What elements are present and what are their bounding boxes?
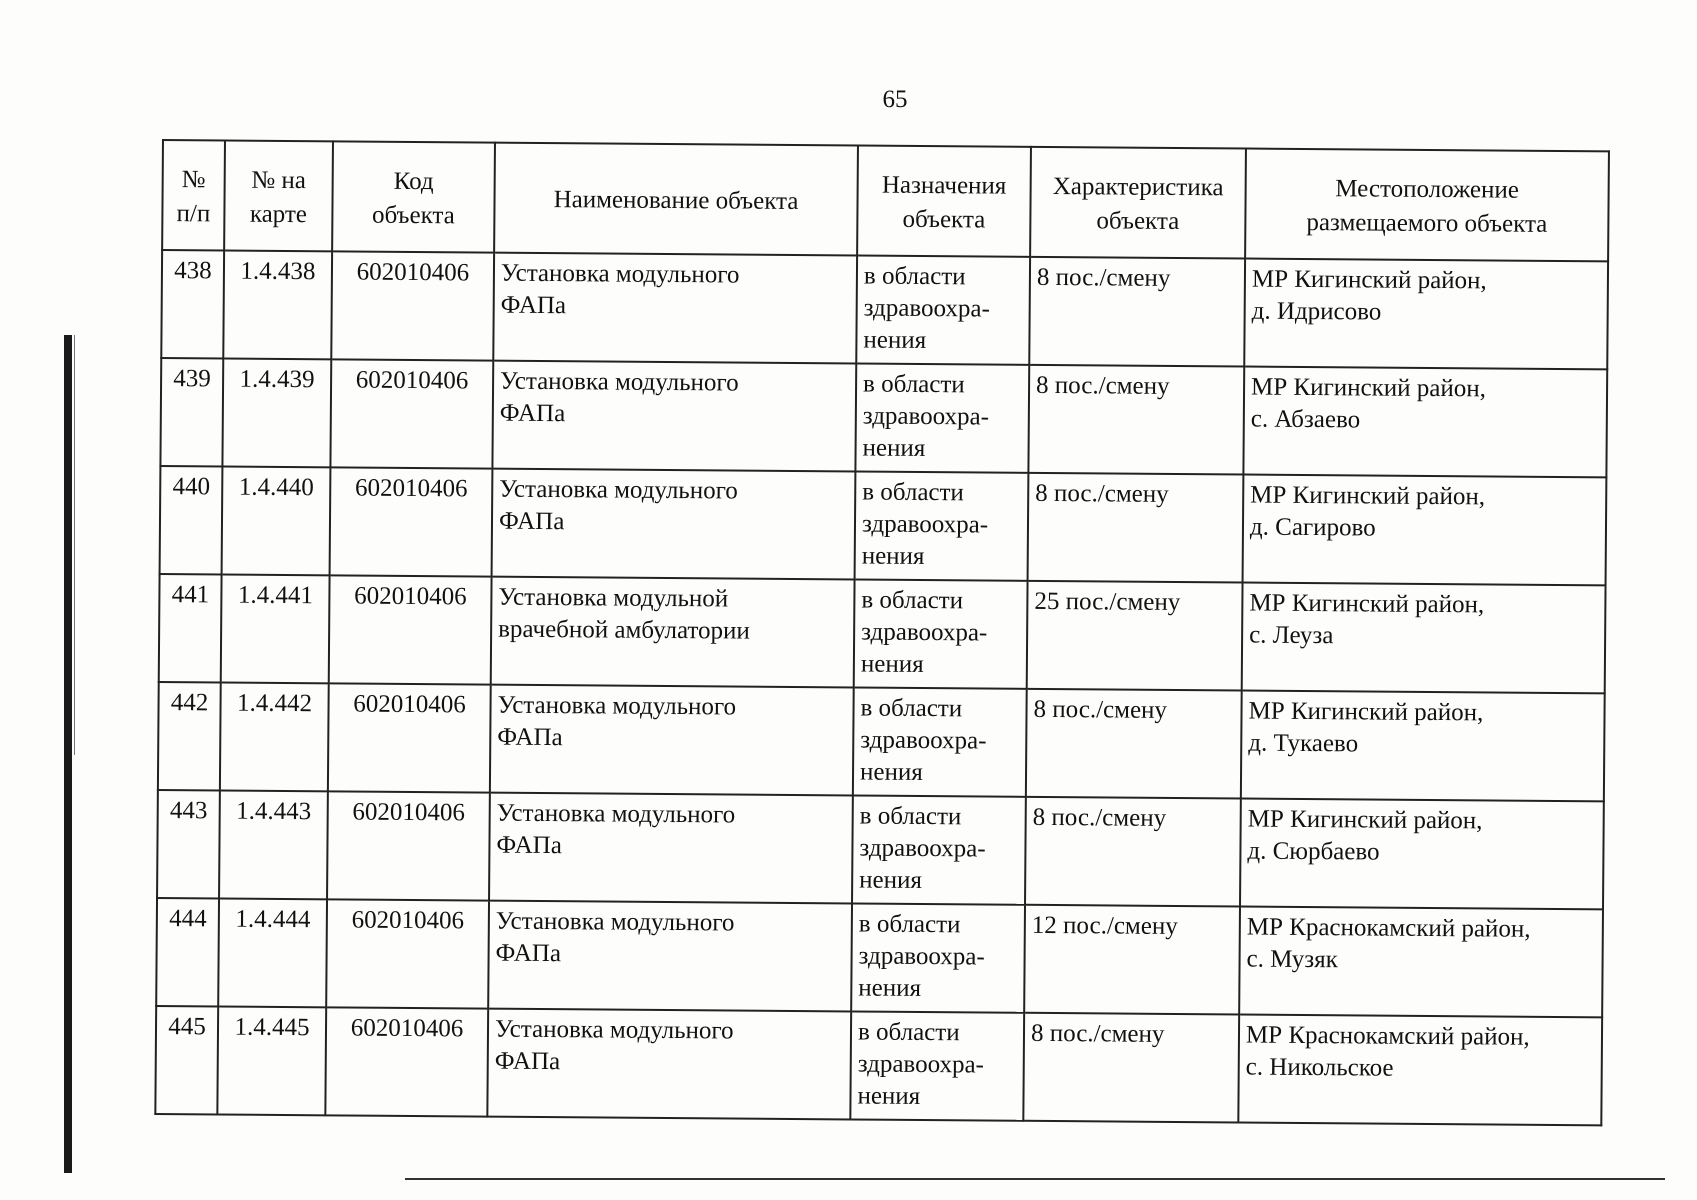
cell-object-purpose [850, 1011, 1024, 1120]
cell-object-purpose-line: нения [860, 650, 924, 678]
cell-object-location-line: МР Кигинский район, [1248, 697, 1484, 727]
cell-object-name-line: ФАПа [494, 1047, 561, 1076]
header-line: Характеристика [1052, 172, 1224, 202]
cell-object-code-line: 602010406 [354, 474, 468, 503]
header-line: Наименование объекта [553, 186, 799, 215]
cell-object-purpose-line: в области [857, 1018, 960, 1047]
cell-map-number-line: 1.4.440 [238, 473, 314, 502]
header-map-number [224, 140, 333, 251]
header-object-location [1245, 149, 1609, 262]
cell-map-number [217, 1006, 326, 1115]
cell-object-location [1240, 798, 1604, 909]
cell-object-characteristic [1024, 905, 1240, 1015]
cell-object-characteristic-line: 8 пос./смену [1032, 803, 1167, 832]
header-line: Назначения [881, 171, 1007, 200]
table-row [159, 574, 1606, 693]
cell-num [160, 466, 223, 574]
cell-num-line: 439 [173, 365, 211, 393]
cell-object-location [1244, 259, 1608, 370]
cell-object-purpose-line: здравоохра- [858, 942, 985, 971]
cell-object-location [1242, 583, 1606, 694]
cell-object-purpose [851, 903, 1025, 1012]
cell-object-location-line: МР Краснокамский район, [1245, 1021, 1530, 1051]
cell-object-name [487, 1009, 851, 1120]
cell-object-code [328, 683, 491, 792]
cell-object-purpose-line: здравоохра- [861, 510, 989, 539]
cell-num-line: 441 [171, 581, 210, 609]
cell-map-number [218, 898, 327, 1007]
header-object-characteristic [1030, 147, 1246, 259]
table-row [157, 790, 1604, 909]
cell-object-characteristic [1023, 1013, 1239, 1123]
cell-object-purpose-line: в области [863, 262, 966, 291]
cell-object-purpose-line: нения [857, 1082, 921, 1110]
cell-object-name [492, 469, 856, 580]
cell-object-name-line: Установка модульного [500, 367, 739, 397]
table-body [155, 250, 1608, 1125]
cell-object-name [488, 901, 852, 1012]
cell-object-location-line: с. Леуза [1249, 621, 1334, 650]
cell-map-number [222, 466, 331, 575]
cell-object-name-line: Установка модульного [496, 799, 736, 829]
cell-object-purpose [853, 687, 1027, 796]
cell-object-characteristic-line: 12 пос./смену [1031, 911, 1178, 941]
cell-object-location-line: д. Тукаево [1248, 729, 1359, 758]
cell-object-location-line: д. Идрисово [1251, 297, 1382, 326]
cell-map-number-line: 1.4.439 [239, 365, 315, 394]
table-row [160, 466, 1607, 585]
cell-object-code [327, 791, 490, 900]
cell-object-location [1241, 690, 1605, 801]
table-row [158, 682, 1605, 801]
header-line: № [181, 166, 206, 194]
cell-num [158, 682, 221, 790]
cell-object-location [1243, 367, 1607, 478]
cell-object-code-line: 602010406 [353, 690, 466, 719]
cell-object-code-line: 602010406 [352, 798, 466, 827]
cell-object-location-line: с. Никольское [1245, 1053, 1394, 1082]
table-row [160, 358, 1607, 477]
cell-object-purpose [855, 471, 1029, 580]
header-line: п/п [176, 200, 211, 228]
cell-object-characteristic [1026, 689, 1242, 799]
cell-object-purpose-line: нения [859, 758, 923, 786]
cell-object-purpose-line: в области [858, 910, 961, 939]
cell-object-purpose-line: нения [858, 974, 922, 1002]
cell-object-characteristic [1029, 257, 1245, 367]
cell-object-purpose-line: здравоохра- [857, 1050, 985, 1079]
cell-object-name-line: ФАПа [498, 507, 565, 536]
cell-num [156, 898, 219, 1006]
cell-object-purpose [852, 795, 1026, 904]
header-line: карте [249, 200, 308, 229]
header-object-code [332, 141, 495, 252]
cell-object-code-line: 602010406 [350, 1014, 464, 1043]
cell-object-location-line: МР Кигинский район, [1247, 805, 1483, 835]
header-line: № на [251, 166, 307, 195]
cell-num-line: 445 [168, 1013, 206, 1041]
cell-object-location [1238, 1014, 1602, 1125]
cell-map-number-line: 1.4.443 [236, 797, 312, 826]
cell-object-purpose-line: здравоохра- [863, 294, 990, 323]
cell-object-characteristic-line: 8 пос./смену [1035, 371, 1170, 400]
cell-num-line: 440 [172, 473, 211, 501]
page-number: 65 [882, 86, 908, 113]
header-line: Код [393, 167, 434, 196]
cell-map-number [220, 682, 329, 791]
cell-object-code [330, 467, 493, 576]
cell-object-name-line: Установка модульного [494, 1015, 734, 1045]
cell-object-code-line: 602010406 [351, 906, 465, 935]
header-line: объекта [1096, 207, 1180, 235]
cell-map-number-line: 1.4.438 [240, 257, 316, 286]
cell-object-purpose [854, 579, 1028, 688]
cell-object-characteristic [1027, 581, 1243, 691]
cell-object-name [492, 361, 856, 472]
header-line: Местоположение [1335, 175, 1520, 204]
cell-object-characteristic-line: 8 пос./смену [1036, 263, 1171, 292]
cell-object-code-line: 602010406 [355, 366, 469, 395]
cell-object-name-line: врачебной амбулатории [498, 615, 750, 645]
cell-object-purpose-line: нения [861, 542, 925, 571]
cell-object-characteristic-line: 8 пос./смену [1033, 695, 1168, 724]
cell-object-name-line: Установка модульного [495, 907, 735, 937]
bottom-rule [405, 1178, 1665, 1180]
cell-object-code [326, 899, 489, 1008]
cell-object-location-line: д. Сагирово [1249, 513, 1376, 542]
cell-object-purpose-line: нения [863, 326, 927, 355]
cell-map-number [221, 574, 330, 683]
cell-num [155, 1006, 218, 1114]
cell-object-location-line: д. Сюрбаево [1247, 837, 1380, 866]
header-object-purpose [857, 145, 1031, 256]
header-line: объекта [902, 205, 986, 234]
header-num [162, 140, 225, 250]
cell-object-name-line: Установка модульной [498, 583, 729, 613]
cell-num [159, 574, 222, 682]
cell-object-purpose-line: здравоохра- [861, 618, 988, 647]
cell-map-number [219, 790, 328, 899]
cell-map-number-line: 1.4.445 [234, 1013, 310, 1042]
cell-object-purpose [855, 363, 1029, 472]
cell-num [161, 250, 224, 358]
cell-object-characteristic-line: 25 пос./смену [1034, 587, 1181, 617]
cell-object-name-line: Установка модульного [500, 259, 740, 289]
table-row [155, 1006, 1602, 1125]
cell-object-purpose-line: в области [862, 478, 964, 507]
cell-object-purpose-line: здравоохра- [860, 726, 987, 755]
cell-map-number-line: 1.4.444 [235, 905, 311, 934]
cell-object-name-line: ФАПа [495, 939, 562, 968]
cell-object-name-line: ФАПа [497, 723, 563, 752]
cell-object-name [491, 577, 855, 688]
cell-num [160, 358, 223, 466]
cell-object-code [329, 575, 492, 684]
cell-object-purpose-line: нения [862, 434, 926, 463]
cell-object-name-line: Установка модульного [499, 475, 738, 505]
cell-object-location-line: с. Музяк [1246, 945, 1338, 974]
cell-object-location-line: МР Краснокамский район, [1246, 913, 1531, 943]
cell-object-characteristic [1025, 797, 1241, 907]
cell-object-name [493, 253, 857, 364]
cell-object-code [331, 251, 494, 360]
scan-edge-mark [64, 335, 72, 1173]
cell-object-location [1239, 906, 1603, 1017]
table-header-row [162, 140, 1609, 261]
cell-num-line: 444 [169, 905, 207, 933]
cell-object-characteristic [1028, 473, 1244, 583]
cell-object-location-line: с. Абзаево [1250, 405, 1361, 434]
cell-object-location [1243, 475, 1607, 586]
header-line: размещаемого объекта [1306, 208, 1548, 238]
cell-num [157, 790, 220, 898]
cell-object-location-line: МР Кигинский район, [1250, 481, 1486, 511]
cell-object-purpose-line: здравоохра- [859, 834, 986, 863]
cell-object-purpose [856, 255, 1030, 364]
cell-object-name [489, 793, 853, 904]
scan-edge-line [74, 335, 75, 755]
cell-map-number [223, 250, 332, 359]
cell-map-number [222, 358, 331, 467]
cell-object-location-line: МР Кигинский район, [1251, 265, 1487, 295]
cell-object-name-line: ФАПа [500, 291, 567, 320]
cell-object-purpose-line: в области [859, 802, 962, 831]
cell-object-location-line: МР Кигинский район, [1250, 373, 1486, 403]
cell-object-purpose-line: нения [859, 866, 923, 894]
cell-object-name-line: ФАПа [499, 399, 566, 428]
cell-object-code [330, 359, 493, 468]
cell-object-code [325, 1007, 488, 1116]
table-row [156, 898, 1603, 1017]
cell-object-name [490, 685, 854, 796]
objects-table [154, 139, 1610, 1126]
cell-object-code-line: 602010406 [356, 258, 470, 287]
cell-num-line: 443 [169, 797, 208, 825]
cell-object-purpose-line: в области [861, 586, 964, 615]
cell-object-code-line: 602010406 [354, 582, 467, 611]
cell-map-number-line: 1.4.442 [236, 689, 313, 718]
cell-object-purpose-line: в области [860, 694, 963, 723]
cell-object-name-line: Установка модульного [497, 691, 737, 721]
cell-num-line: 438 [174, 257, 212, 285]
cell-object-purpose-line: в области [862, 370, 965, 399]
cell-object-characteristic [1028, 365, 1244, 475]
cell-object-purpose-line: здравоохра- [862, 402, 990, 431]
cell-map-number-line: 1.4.441 [237, 581, 314, 610]
cell-object-name-line: ФАПа [496, 831, 562, 860]
cell-object-characteristic-line: 8 пос./смену [1035, 479, 1169, 508]
cell-object-location-line: МР Кигинский район, [1249, 589, 1485, 619]
header-line: объекта [371, 201, 455, 230]
table-row [161, 250, 1608, 369]
cell-num-line: 442 [170, 689, 209, 717]
header-object-name [494, 143, 858, 256]
cell-object-characteristic-line: 8 пос./смену [1030, 1019, 1165, 1048]
table-container [154, 139, 1610, 1126]
